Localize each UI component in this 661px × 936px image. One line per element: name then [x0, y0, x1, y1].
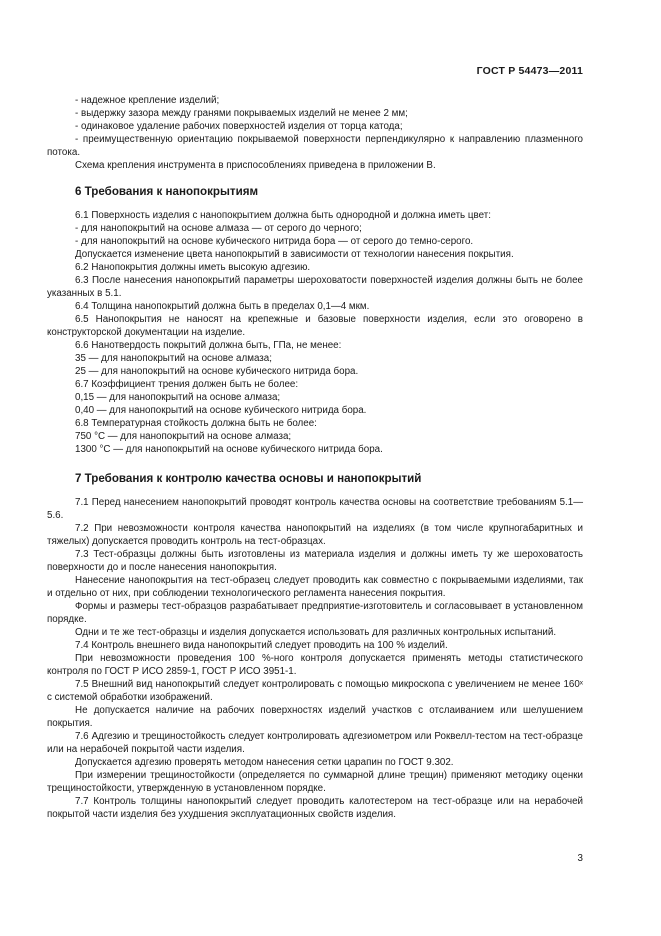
paragraph: - выдержку зазора между гранями покрываемых изделий не менее 2 мм;: [75, 108, 408, 119]
paragraph: 35 — для нанопокрытий на основе алмаза;: [75, 353, 272, 364]
paragraph: 25 — для нанопокрытий на основе кубического нитрида бора.: [75, 366, 359, 377]
paragraph: Допускается адгезию проверять методом нанесения сетки царапин по ГОСТ 9.302.: [75, 757, 454, 768]
paragraph: Нанесение нанопокрытия на тест-образец следует проводить как совместно с покрываемыми изделиями, так и отдельно от них, при соблюдении технологического регламента нанесения покрытия.: [47, 575, 583, 599]
paragraph: 6.7 Коэффициент трения должен быть не более:: [75, 379, 299, 390]
paragraph: 0,40 — для нанопокрытий на основе кубического нитрида бора.: [75, 405, 367, 416]
paragraph: 6.5 Нанопокрытия не наносят на крепежные и базовые поверхности изделия, если это оговорено в конструкторской документации на изделие.: [47, 314, 583, 338]
paragraph: - для нанопокрытий на основе кубического нитрида бора — от серого до темно-серого.: [75, 236, 474, 247]
paragraph: 6.2 Нанопокрытия должны иметь высокую адгезию.: [75, 262, 311, 273]
paragraph: - для нанопокрытий на основе алмаза — от серого до черного;: [75, 223, 362, 234]
paragraph: 6.3 После нанесения нанопокрытий параметры шероховатости поверхностей изделия должны быть не более указанных в 5.1.: [47, 275, 583, 299]
paragraph: 7.7 Контроль толщины нанопокрытий следует проводить калотестером на тест-образце или на нерабочей покрытой части изделия без ухудшения эксплуатационных свойств изделия.: [47, 796, 583, 820]
section-6-body: [47, 209, 583, 456]
paragraph: Допускается изменение цвета нанопокрытий в зависимости от технологии нанесения покрытия.: [75, 249, 514, 260]
section-7-body: [47, 496, 583, 821]
paragraph: Схема крепления инструмента в приспособлениях приведена в приложении В.: [75, 160, 436, 171]
paragraph: При измерении трещиностойкости (определяется по суммарной длине трещин) применяют методику оценки трещиностойкости, утвержденную в установленном порядке.: [47, 770, 583, 794]
paragraph: 7.6 Адгезию и трещиностойкость следует контролировать адгезиометром или Роквелл-тестом на тест-образце или на нерабочей покрытой части изделия.: [47, 731, 583, 755]
paragraph: При невозможности проведения 100 %-ного контроля допускается применять методы статистического контроля по ГОСТ Р ИСО 2859-1, ГОСТ Р ИСО 3951-1.: [47, 653, 583, 677]
paragraph: 7.3 Тест-образцы должны быть изготовлены из материала изделия и должны иметь ту же шероховатость поверхности до и после нанесения нанопокрытия.: [47, 549, 583, 573]
section-6-heading: 6 Требования к нанопокрытиям: [75, 185, 259, 198]
paragraph: Формы и размеры тест-образцов разрабатывает предприятие-изготовитель и согласовывает в установленном порядке.: [47, 601, 583, 625]
paragraph: 7.4 Контроль внешнего вида нанопокрытий следует проводить на 100 % изделий.: [75, 640, 448, 651]
paragraph: Одни и те же тест-образцы и изделия допускается использовать для различных контрольных испытаний.: [75, 627, 557, 638]
paragraph: 1300 °С — для нанопокрытий на основе кубического нитрида бора.: [75, 444, 383, 455]
paragraph: 0,15 — для нанопокрытий на основе алмаза;: [75, 392, 281, 403]
intro-block: [47, 94, 583, 172]
paragraph: 750 °С — для нанопокрытий на основе алмаза;: [75, 431, 292, 442]
paragraph: 7.5 Внешний вид нанопокрытий следует контролировать с помощью микроскопа с увеличением не менее 160ˣ с системой обработки изображений.: [47, 679, 583, 703]
paragraph: Не допускается наличие на рабочих поверхностях изделий участков с отслаиванием или шелушением покрытия.: [47, 705, 583, 729]
paragraph: - одинаковое удаление рабочих поверхностей изделия от торца катода;: [75, 121, 403, 132]
paragraph: - надежное крепление изделий;: [75, 95, 220, 106]
document-body: [47, 94, 583, 821]
paragraph: - преимущественную ориентацию покрываемой поверхности перпендикулярно к направлению плазменного потока.: [47, 134, 583, 158]
document-code: ГОСТ Р 54473—2011: [476, 65, 583, 77]
paragraph: 7.2 При невозможности контроля качества нанопокрытий на изделиях (в том числе крупногабаритных и тяжелых) допускается проводить контроль на тест-образцах.: [47, 523, 583, 547]
page-number: 3: [577, 853, 583, 864]
paragraph: 6.4 Толщина нанопокрытий должна быть в пределах 0,1—4 мкм.: [75, 301, 370, 312]
paragraph: 6.1 Поверхность изделия с нанопокрытием должна быть однородной и должна иметь цвет:: [75, 210, 491, 221]
section-7-heading: 7 Требования к контролю качества основы и нанопокрытий: [75, 472, 422, 485]
paragraph: 6.6 Нанотвердость покрытий должна быть, ГПа, не менее:: [75, 340, 342, 351]
paragraph: 7.1 Перед нанесением нанопокрытий проводят контроль качества основы на соответствие требованиям 5.1—5.6.: [47, 497, 583, 521]
paragraph: 6.8 Температурная стойкость должна быть не более:: [75, 418, 317, 429]
